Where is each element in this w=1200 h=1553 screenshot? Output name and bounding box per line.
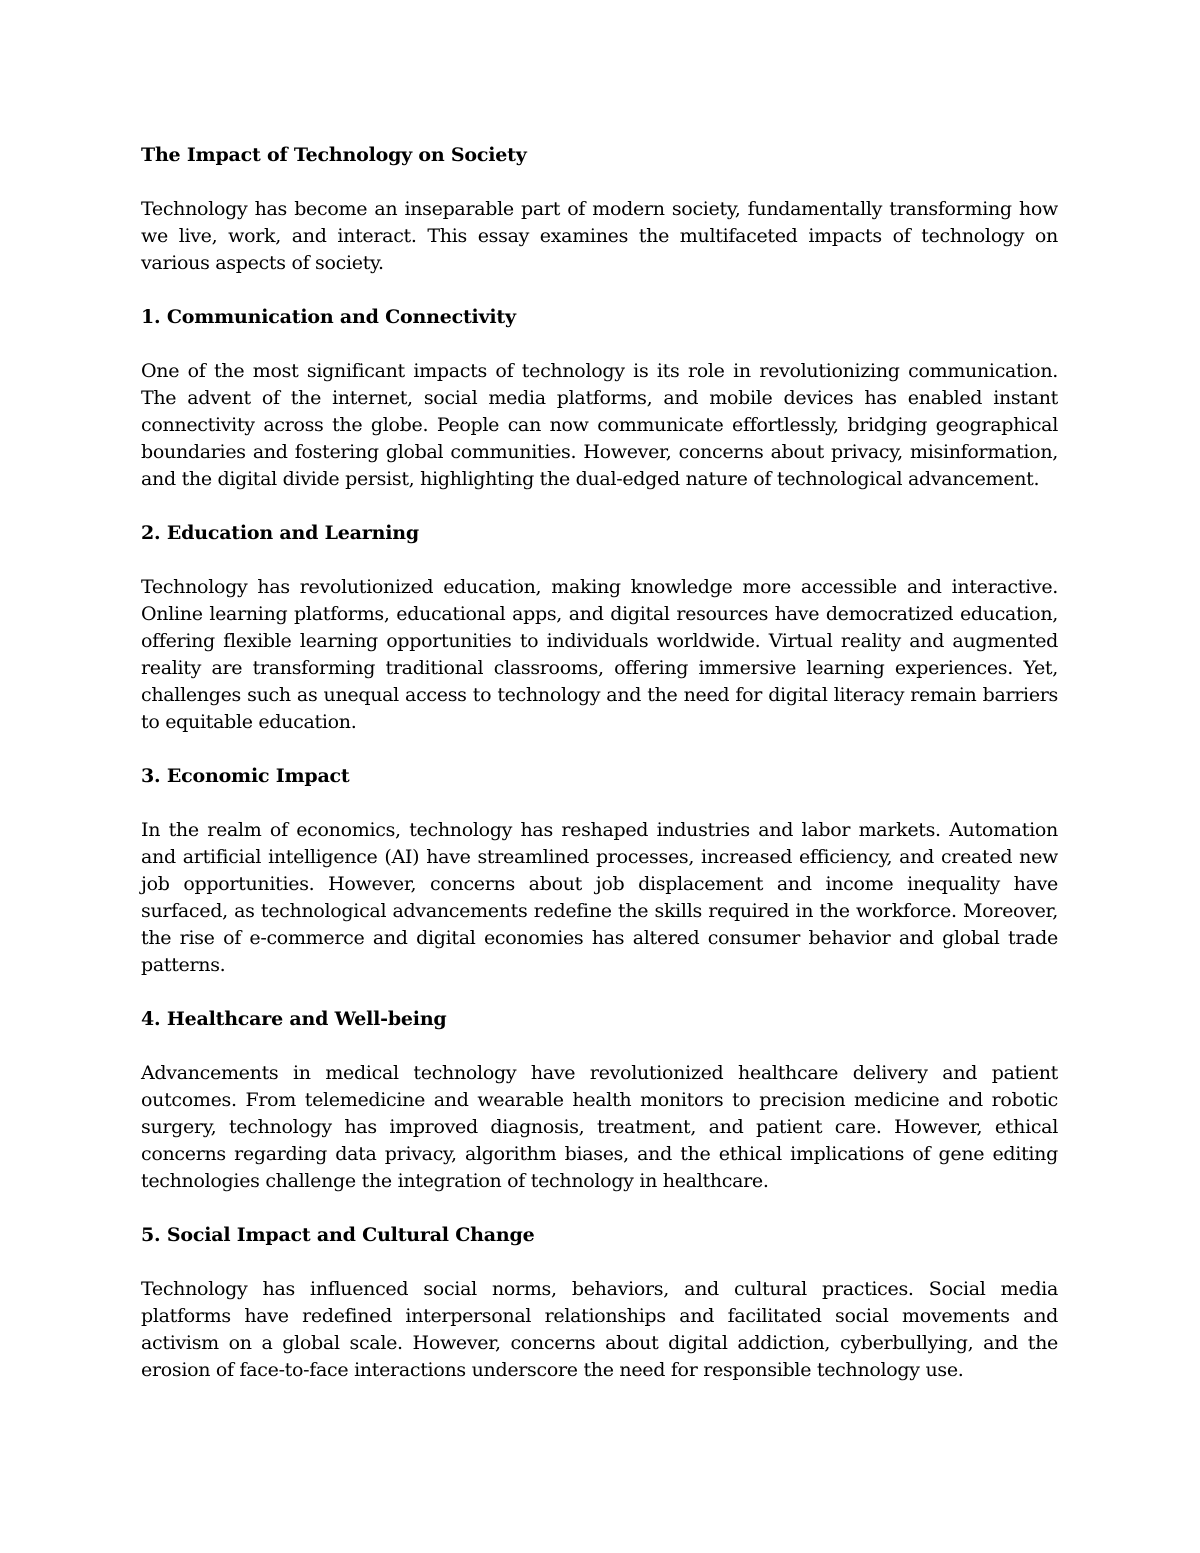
- section-heading-social: 5. Social Impact and Cultural Change: [141, 1224, 535, 1246]
- section-heading-communication: 1. Communication and Connectivity: [141, 306, 516, 328]
- intro-paragraph: Technology has become an inseparable part of modern society, fundamentally transforming how we live, work, and interact. This essay examines the multifaceted impacts of technology on various aspects of society.: [141, 198, 1058, 274]
- section-body-economic: In the realm of economics, technology has reshaped industries and labor markets. Automation and artificial intelligence (AI) have streamlined processes, increased efficiency, and created new job opportunities. However, concerns about job displacement and income inequality have surfaced, as technological advancements redefine the skills required in the workforce. Moreover, the rise of e-commerce and digital economies has altered consumer behavior and global trade patterns.: [141, 819, 1058, 976]
- document-title: The Impact of Technology on Society: [141, 144, 527, 166]
- section-heading-economic: 3. Economic Impact: [141, 765, 350, 787]
- section-body-education: Technology has revolutionized education, making knowledge more accessible and interactive. Online learning platforms, educational apps, and digital resources have democratized education, offering flexible learning opportunities to individuals worldwide. Virtual reality and augmented reality are transforming traditional classrooms, offering immersive learning experiences. Yet, challenges such as unequal access to technology and the need for digital literacy remain barriers to equitable education.: [141, 576, 1058, 733]
- section-body-social: Technology has influenced social norms, behaviors, and cultural practices. Social media platforms have redefined interpersonal relationships and facilitated social movements and activism on a global scale. However, concerns about digital addiction, cyberbullying, and the erosion of face-to-face interactions underscore the need for responsible technology use.: [141, 1278, 1058, 1381]
- section-heading-education: 2. Education and Learning: [141, 522, 419, 544]
- section-heading-healthcare: 4. Healthcare and Well-being: [141, 1008, 447, 1030]
- document-page: [141, 142, 1058, 1384]
- section-body-healthcare: Advancements in medical technology have revolutionized healthcare delivery and patient outcomes. From telemedicine and wearable health monitors to precision medicine and robotic surgery, technology has improved diagnosis, treatment, and patient care. However, ethical concerns regarding data privacy, algorithm biases, and the ethical implications of gene editing technologies challenge the integration of technology in healthcare.: [141, 1062, 1058, 1192]
- section-body-communication: One of the most significant impacts of technology is its role in revolutionizing communication. The advent of the internet, social media platforms, and mobile devices has enabled instant connectivity across the globe. People can now communicate effortlessly, bridging geographical boundaries and fostering global communities. However, concerns about privacy, misinformation, and the digital divide persist, highlighting the dual-edged nature of technological advancement.: [141, 360, 1058, 490]
